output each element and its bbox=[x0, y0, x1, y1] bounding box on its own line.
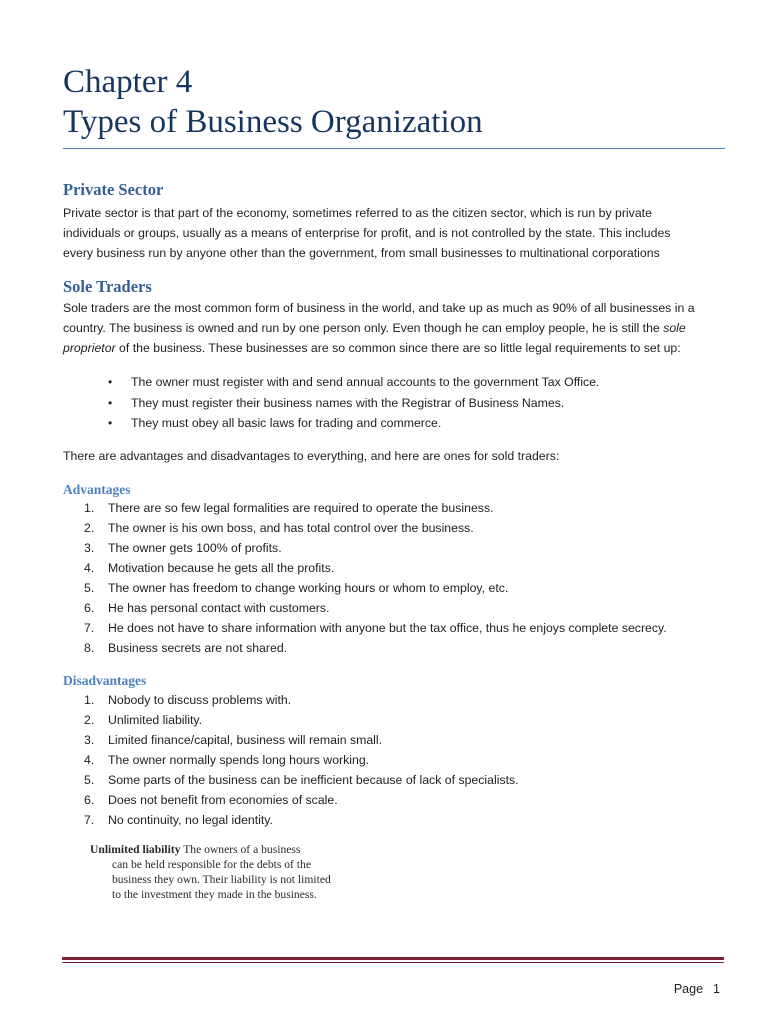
list-item-text: Business secrets are not shared. bbox=[108, 641, 288, 655]
paragraph-line: Sole traders are the most common form of business in the world, and take up as much as 90% of all businesses in a bbox=[63, 301, 695, 315]
page-label: Page bbox=[673, 982, 704, 996]
list-number: 7. bbox=[84, 621, 95, 635]
bullet-icon: • bbox=[108, 395, 113, 410]
list-number: 3. bbox=[84, 541, 95, 555]
paragraph-text: country. The business is owned and run by one person only. Even though he can employ people, he is still the bbox=[63, 321, 664, 335]
paragraph-line bbox=[63, 318, 713, 338]
list-item bbox=[84, 750, 724, 770]
list-number: 3. bbox=[84, 733, 95, 747]
note-line: can be held responsible for the debts of the bbox=[112, 858, 311, 871]
list-number: 4. bbox=[84, 753, 95, 767]
list-number: 4. bbox=[84, 561, 95, 575]
list-item bbox=[84, 618, 724, 638]
disadvantages-list bbox=[84, 690, 724, 830]
list-item-text: They must obey all basic laws for trading and commerce. bbox=[131, 416, 442, 430]
disadvantages-heading: Disadvantages bbox=[63, 673, 147, 688]
list-item bbox=[84, 558, 724, 578]
chapter-name: Types of Business Organization bbox=[63, 104, 483, 140]
requirements-list bbox=[108, 372, 708, 434]
list-item-text: The owner is his own boss, and has total control over the business. bbox=[108, 521, 474, 535]
list-item bbox=[108, 413, 708, 434]
list-item-text: There are so few legal formalities are required to operate the business. bbox=[108, 501, 494, 515]
list-item-text: They must register their business names with the Registrar of Business Names. bbox=[131, 395, 565, 410]
list-item bbox=[84, 518, 724, 538]
list-item-text: The owner normally spends long hours working. bbox=[108, 753, 370, 767]
note-line: business they own. Their liability is not limited bbox=[112, 873, 331, 886]
list-number: 2. bbox=[84, 713, 95, 727]
paragraph-text: of the business. These businesses are so common since there are so little legal requirements to set up: bbox=[115, 341, 681, 355]
list-item bbox=[84, 598, 724, 618]
list-item bbox=[108, 393, 708, 414]
list-item bbox=[84, 578, 724, 598]
list-item-text: Motivation because he gets all the profits. bbox=[108, 561, 335, 575]
list-item bbox=[84, 638, 724, 658]
note-text: The owners of a business bbox=[180, 843, 301, 856]
unlimited-liability-note bbox=[90, 842, 390, 902]
list-item bbox=[84, 710, 724, 730]
list-item-text: Does not benefit from economies of scale. bbox=[108, 793, 338, 807]
list-number: 5. bbox=[84, 773, 95, 787]
paragraph-line: individuals or groups, usually as a means of enterprise for profit, and is not controlled by the state. This includes bbox=[63, 226, 671, 240]
list-item-text: Unlimited liability. bbox=[108, 713, 203, 727]
paragraph-line: every business run by anyone other than the government, from small businesses to multinational corporations bbox=[63, 246, 660, 260]
chapter-number: Chapter 4 bbox=[63, 64, 193, 100]
list-item bbox=[84, 538, 724, 558]
advantages-intro: There are advantages and disadvantages to everything, and here are ones for sold traders: bbox=[63, 449, 560, 463]
list-number: 1. bbox=[84, 693, 95, 707]
list-number: 6. bbox=[84, 793, 95, 807]
note-line: to the investment they made in the business. bbox=[112, 888, 317, 901]
list-item-text: Limited finance/capital, business will remain small. bbox=[108, 733, 383, 747]
list-number: 5. bbox=[84, 581, 95, 595]
bullet-icon: • bbox=[108, 375, 113, 389]
advantages-list bbox=[84, 498, 724, 658]
list-item-text: He does not have to share information with anyone but the tax office, thus he enjoys complete secrecy. bbox=[108, 621, 667, 635]
emphasis-text: proprietor bbox=[63, 341, 116, 355]
list-item-text: The owner gets 100% of profits. bbox=[108, 541, 282, 555]
list-item bbox=[84, 498, 724, 518]
title-underline bbox=[63, 148, 725, 149]
chapter-title bbox=[63, 62, 725, 142]
page-number bbox=[674, 982, 720, 996]
sole-traders-paragraph bbox=[63, 298, 713, 358]
list-item bbox=[84, 790, 724, 810]
list-item bbox=[84, 770, 724, 790]
sole-traders-heading: Sole Traders bbox=[63, 277, 152, 296]
note-line bbox=[90, 842, 390, 857]
note-term: Unlimited liability bbox=[90, 843, 181, 856]
advantages-heading: Advantages bbox=[63, 482, 131, 497]
paragraph-line: Private sector is that part of the economy, sometimes referred to as the citizen sector, which is run by private bbox=[63, 206, 652, 220]
list-item-text: He has personal contact with customers. bbox=[108, 601, 330, 615]
list-number: 8. bbox=[84, 641, 95, 655]
list-number: 7. bbox=[84, 813, 95, 827]
bullet-icon: • bbox=[108, 416, 113, 430]
list-item-text: No continuity, no legal identity. bbox=[108, 813, 273, 827]
list-number: 1. bbox=[84, 501, 95, 515]
list-number: 2. bbox=[84, 521, 95, 535]
paragraph-line bbox=[63, 338, 713, 358]
list-item bbox=[84, 690, 724, 710]
private-sector-heading: Private Sector bbox=[63, 180, 164, 199]
list-item bbox=[84, 730, 724, 750]
list-item-text: Nobody to discuss problems with. bbox=[108, 693, 292, 707]
list-item bbox=[84, 810, 724, 830]
list-number: 6. bbox=[84, 601, 95, 615]
list-item-text: The owner has freedom to change working hours or whom to employ, etc. bbox=[108, 581, 509, 595]
emphasis-text: sole bbox=[663, 321, 686, 335]
list-item-text: The owner must register with and send annual accounts to the government Tax Office. bbox=[131, 375, 600, 389]
footer-rule-thin bbox=[62, 962, 724, 963]
list-item-text: Some parts of the business can be inefficient because of lack of specialists. bbox=[108, 773, 519, 787]
footer-rule bbox=[62, 957, 724, 960]
private-sector-paragraph bbox=[63, 203, 713, 263]
list-item bbox=[108, 372, 708, 393]
page-number-value: 1 bbox=[713, 982, 720, 996]
